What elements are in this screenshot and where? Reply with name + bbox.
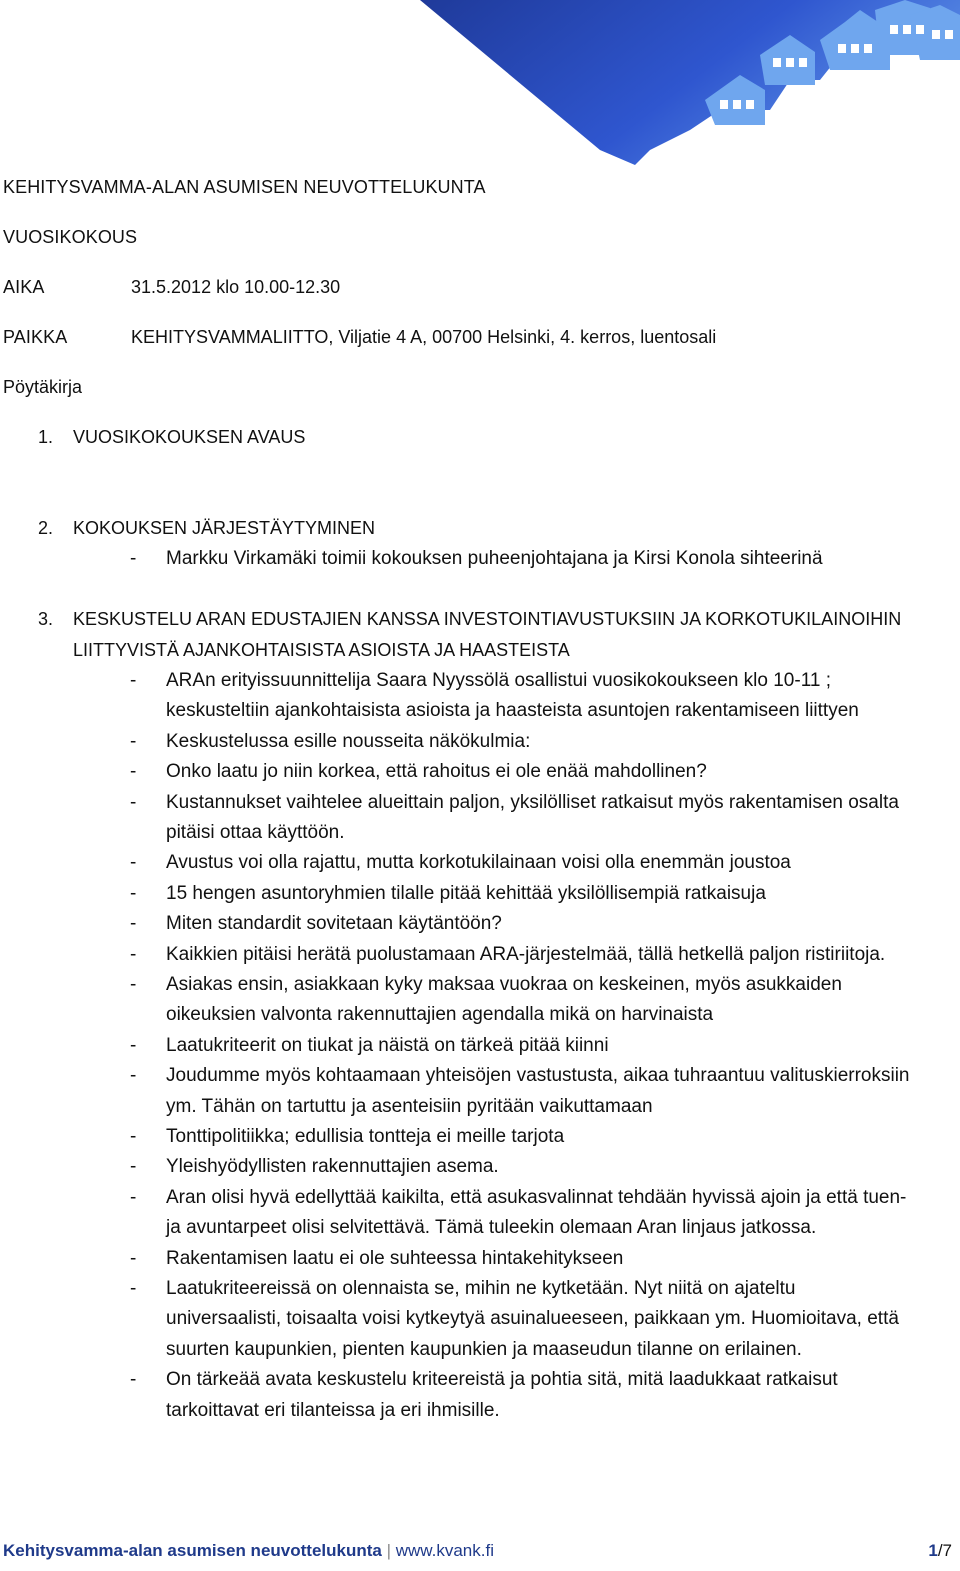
bullet-dash: - — [130, 1186, 137, 1208]
list-item-continued: ym. Tähän on tartuttu ja asenteisiin pyritään vaikuttamaan — [166, 1095, 653, 1117]
bullet-dash: - — [130, 852, 137, 874]
list-item-continued: suurten kaupunkien, pienten kaupunkien ja maaseudun tilanne on erilainen. — [166, 1338, 802, 1360]
page-number — [928, 1541, 952, 1561]
bullet-dash: - — [130, 913, 137, 935]
list-item-continued: pitäisi ottaa käyttöön. — [166, 822, 345, 843]
list-item: 15 hengen asuntoryhmien tilalle pitää kehittää yksilöllisempiä ratkaisuja — [166, 882, 766, 904]
section-title: KESKUSTELU ARAN EDUSTAJIEN KANSSA INVESTOINTIAVUSTUKSIIN JA KORKOTUKILAINOIHIN — [73, 609, 902, 629]
list-item: Kaikkien pitäisi herätä puolustamaan ARA-järjestelmää, tällä hetkellä paljon ristiriitoja. — [166, 943, 886, 965]
bullet-dash: - — [130, 730, 137, 752]
list-item-continued: ja avuntarpeet olisi selvitettävä. Tämä tuleekin olemaan Aran linjaus jatkossa. — [166, 1217, 817, 1239]
list-item-continued: universaalisti, toisaalta voisi kytkeytyä asuinalueeseen, paikkaan ym. Huomioitava, että — [166, 1308, 899, 1330]
house-logo-graphic — [420, 0, 960, 170]
list-item: Asiakas ensin, asiakkaan kyky maksaa vuokraa on keskeinen, myös asukkaiden — [166, 974, 842, 995]
list-item: Yleishyödyllisten rakennuttajien asema. — [166, 1156, 499, 1178]
list-item: Rakentamisen laatu ei ole suhteessa hintakehitykseen — [166, 1247, 624, 1269]
section-title-continued: LIITTYVISTÄ AJANKOHTAISISTA ASIOISTA JA HAASTEISTA — [73, 640, 570, 660]
list-item: Aran olisi hyvä edellyttää kaikilta, että asukasvalinnat tehdään hyvissä ajoin ja että tuen- — [166, 1186, 907, 1208]
doc-type: Pöytäkirja — [3, 377, 83, 397]
list-item: Laatukriteereissä on olennaista se, mihin ne kytketään. Nyt niitä on ajateltu — [166, 1278, 796, 1299]
list-item-continued: keskusteltiin ajankohtaisista asioista ja haasteista asuntojen rakentamiseen liittyen — [166, 700, 859, 722]
bullet-dash: - — [130, 670, 137, 691]
list-item: Keskustelussa esille nousseita näkökulmia: — [166, 730, 531, 752]
list-item: On tärkeää avata keskustelu kriteereistä ja pohtia sitä, mitä laadukkaat ratkaisut — [166, 1369, 838, 1391]
section-title: KOKOUKSEN JÄRJESTÄYTYMINEN — [73, 518, 376, 538]
list-item: Joudumme myös kohtaamaan yhteisöjen vastustusta, aikaa tuhraantuu valituskierroksiin — [166, 1065, 910, 1087]
section-title: VUOSIKOKOUKSEN AVAUS — [73, 427, 306, 447]
bullet-dash: - — [130, 1126, 137, 1147]
org-title: KEHITYSVAMMA-ALAN ASUMISEN NEUVOTTELUKUNTA — [3, 177, 486, 197]
bullet-dash: - — [130, 1156, 137, 1178]
time-value: 31.5.2012 klo 10.00-12.30 — [131, 277, 341, 297]
place-label: PAIKKA — [3, 327, 68, 347]
section-number: 2. — [38, 518, 54, 538]
page-footer — [0, 1541, 960, 1565]
footer-url[interactable]: www.kvank.fi — [395, 1541, 494, 1560]
bullet-dash: - — [130, 1278, 137, 1299]
list-item: Tonttipolitiikka; edullisia tontteja ei meille tarjota — [166, 1126, 565, 1147]
bullet-dash: - — [130, 943, 137, 965]
time-label: AIKA — [3, 277, 45, 297]
list-item: Markku Virkamäki toimii kokouksen puheenjohtajana ja Kirsi Konola sihteerinä — [166, 548, 823, 569]
list-item: Miten standardit sovitetaan käytäntöön? — [166, 913, 502, 935]
meeting-type: VUOSIKOKOUS — [3, 227, 138, 247]
section-number: 3. — [38, 609, 54, 629]
bullet-dash: - — [130, 791, 137, 813]
list-item-continued: oikeuksien valvonta rakennuttajien agendalla mikä on harvinaista — [166, 1004, 714, 1026]
footer-org — [3, 1541, 494, 1561]
footer-org-name: Kehitysvamma-alan asumisen neuvottelukunta — [3, 1541, 382, 1560]
list-item: Kustannukset vaihtelee alueittain paljon, yksilölliset ratkaisut myös rakentamisen osalta — [166, 791, 899, 813]
page-total: /7 — [937, 1541, 952, 1560]
list-item: ARAn erityissuunnittelija Saara Nyyssölä osallistui vuosikokoukseen klo 10-11 ; — [166, 670, 831, 691]
bullet-dash: - — [130, 761, 137, 783]
footer-separator: | — [386, 1541, 391, 1560]
bullet-dash: - — [130, 548, 137, 569]
list-item: Avustus voi olla rajattu, mutta korkotukilainaan voisi olla enemmän joustoa — [166, 852, 791, 874]
bullet-dash: - — [130, 1247, 137, 1269]
list-item: Onko laatu jo niin korkea, että rahoitus ei ole enää mahdollinen? — [166, 761, 707, 783]
bullet-dash: - — [130, 882, 137, 904]
bullet-dash: - — [130, 974, 137, 995]
section-number: 1. — [38, 427, 54, 447]
bullet-dash: - — [130, 1369, 137, 1391]
list-item-continued: tarkoittavat eri tilanteissa ja eri ihmisille. — [166, 1399, 500, 1421]
bullet-dash: - — [130, 1065, 137, 1087]
list-item: Laatukriteerit on tiukat ja näistä on tärkeä pitää kiinni — [166, 1034, 609, 1056]
bullet-dash: - — [130, 1034, 137, 1056]
place-value: KEHITYSVAMMALIITTO, Viljatie 4 A, 00700 Helsinki, 4. kerros, luentosali — [131, 327, 717, 347]
page-current: 1 — [928, 1541, 938, 1560]
